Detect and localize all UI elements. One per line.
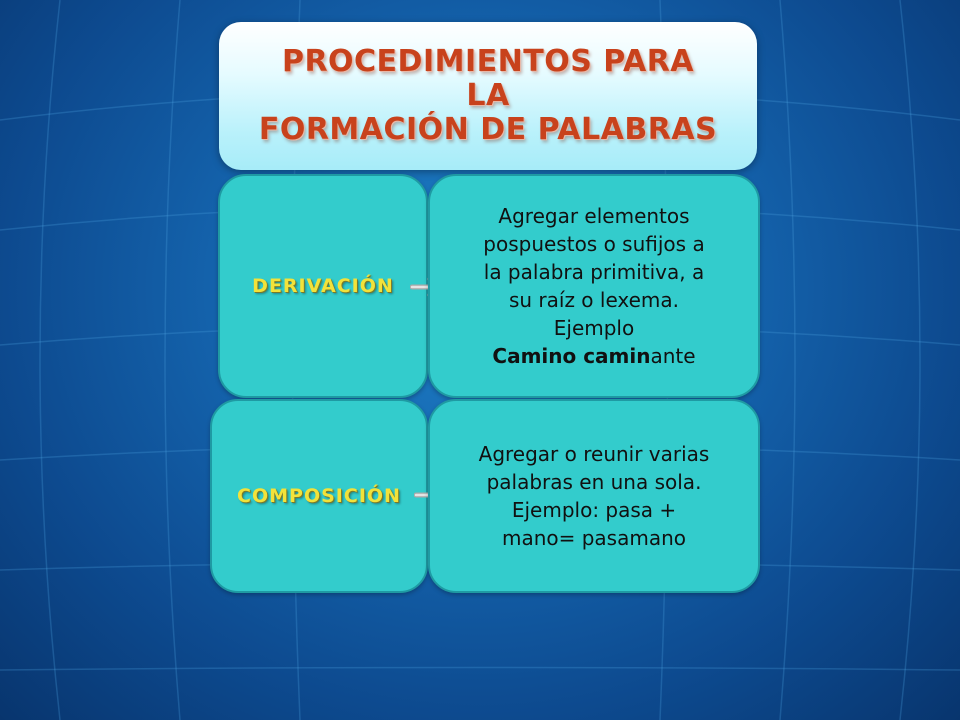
description-line: palabras en una sola. [486, 470, 702, 494]
example-bold-text: Camino camin [492, 344, 651, 368]
title-box [219, 22, 757, 170]
composicion-label: COMPOSICIÓN [237, 485, 401, 507]
description-line: Ejemplo [553, 316, 635, 340]
derivacion-label: DERIVACIÓN [252, 275, 394, 297]
description-line: Ejemplo: pasa + [511, 498, 677, 522]
description-line: la palabra primitiva, a [483, 260, 705, 284]
composicion-description [479, 440, 710, 552]
description-line: pospuestos o sufijos a [483, 232, 705, 256]
description-line: mano= pasamano [501, 526, 687, 550]
example-normal-text: ante [650, 344, 696, 368]
derivacion-label-box [218, 174, 428, 398]
composicion-description-box [428, 399, 760, 593]
description-line: Agregar elementos [498, 204, 690, 228]
example-line [483, 342, 704, 370]
description-line: su raíz o lexema. [508, 288, 680, 312]
page-title: PROCEDIMIENTOS PARA LA FORMACIÓN DE PALABRAS [258, 44, 718, 147]
derivacion-description [483, 202, 704, 370]
description-line: Agregar o reunir varias [478, 442, 710, 466]
derivacion-description-box [428, 174, 760, 398]
composicion-label-box [210, 399, 428, 593]
